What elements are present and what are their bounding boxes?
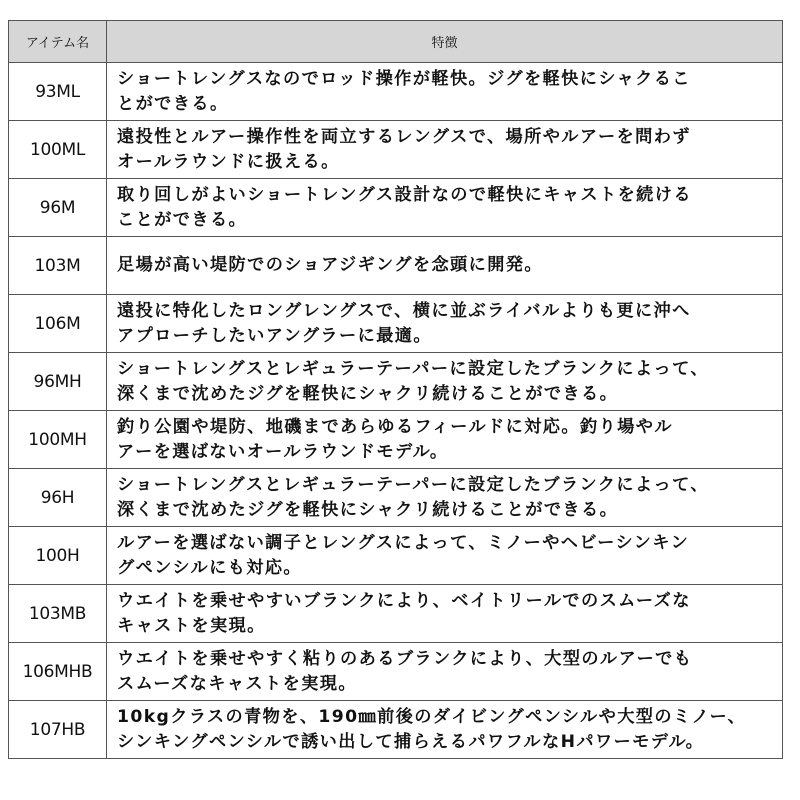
item-name-cell: 93ML	[9, 63, 107, 121]
header-item-name: アイテム名	[9, 21, 107, 63]
feature-cell: ショートレングスなのでロッド操作が軽快。ジグを軽快にシャクるこ とができる。	[107, 63, 783, 121]
item-name-cell: 103M	[9, 237, 107, 295]
table-header-row	[9, 21, 783, 63]
table-row	[9, 411, 783, 469]
table-row	[9, 527, 783, 585]
feature-cell: ウエイトを乗せやすく粘りのあるブランクにより、大型のルアーでも スムーズなキャストを実現。	[107, 643, 783, 701]
table-row	[9, 469, 783, 527]
feature-cell: 遠投性とルアー操作性を両立するレングスで、場所やルアーを問わず オールラウンドに扱える。	[107, 121, 783, 179]
feature-cell: ウエイトを乗せやすいブランクにより、ベイトリールでのスムーズな キャストを実現。	[107, 585, 783, 643]
item-name-cell: 96M	[9, 179, 107, 237]
item-name-cell: 106MHB	[9, 643, 107, 701]
table-row	[9, 643, 783, 701]
table-row	[9, 121, 783, 179]
table-row	[9, 701, 783, 759]
feature-cell: 釣り公園や堤防、地磯まであらゆるフィールドに対応。釣り場やル アーを選ばないオールラウンドモデル。	[107, 411, 783, 469]
item-name-cell: 103MB	[9, 585, 107, 643]
feature-cell: ショートレングスとレギュラーテーパーに設定したブランクによって、 深くまで沈めたジグを軽快にシャクリ続けることができる。	[107, 469, 783, 527]
feature-cell: ショートレングスとレギュラーテーパーに設定したブランクによって、 深くまで沈めたジグを軽快にシャクリ続けることができる。	[107, 353, 783, 411]
item-name-cell: 106M	[9, 295, 107, 353]
table-row	[9, 353, 783, 411]
feature-cell: 10kgクラスの青物を、190㎜前後のダイビングペンシルや大型のミノー、 シンキングペンシルで誘い出して捕らえるパワフルなHパワーモデル。	[107, 701, 783, 759]
table-row	[9, 63, 783, 121]
header-feature: 特徴	[107, 21, 783, 63]
table-row	[9, 295, 783, 353]
feature-cell: 遠投に特化したロングレングスで、横に並ぶライバルよりも更に沖へ アプローチしたいアングラーに最適。	[107, 295, 783, 353]
table-row	[9, 585, 783, 643]
item-name-cell: 96H	[9, 469, 107, 527]
feature-cell: 取り回しがよいショートレングス設計なので軽快にキャストを続ける ことができる。	[107, 179, 783, 237]
table-row	[9, 237, 783, 295]
feature-cell: ルアーを選ばない調子とレングスによって、ミノーやヘビーシンキン グペンシルにも対応。	[107, 527, 783, 585]
item-name-cell: 107HB	[9, 701, 107, 759]
product-spec-table	[8, 20, 783, 759]
item-name-cell: 100MH	[9, 411, 107, 469]
feature-cell: 足場が高い堤防でのショアジギングを念頭に開発。	[107, 237, 783, 295]
item-name-cell: 96MH	[9, 353, 107, 411]
table-row	[9, 179, 783, 237]
item-name-cell: 100ML	[9, 121, 107, 179]
item-name-cell: 100H	[9, 527, 107, 585]
